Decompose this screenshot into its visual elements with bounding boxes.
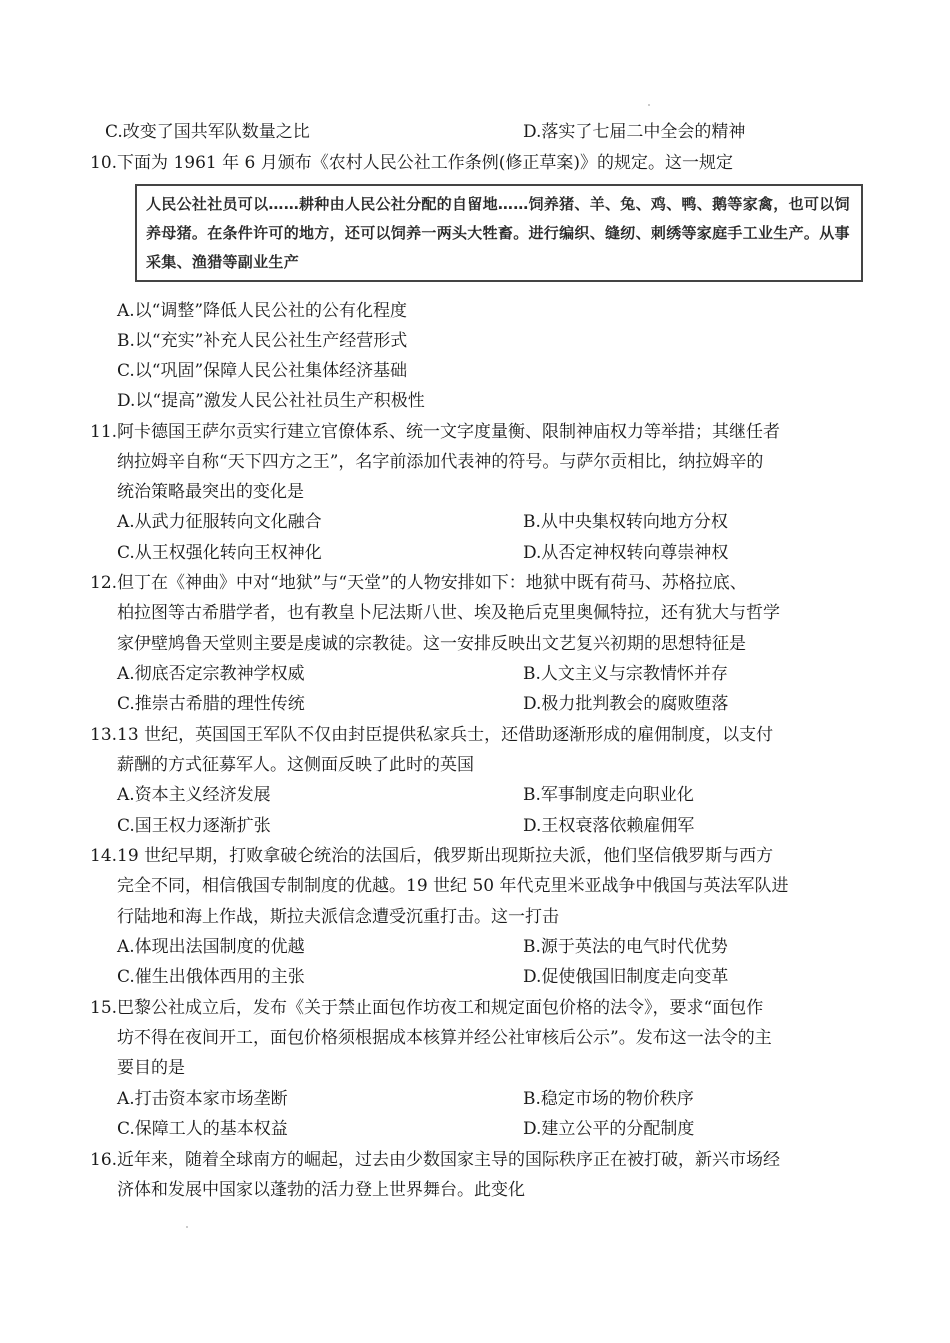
q9-option-d: D.落实了七届二中全会的精神: [523, 122, 746, 142]
q14-stem-line2: 完全不同，相信俄国专制制度的优越。19 世纪 50 年代克里米亚战争中俄国与英法军队进: [117, 876, 789, 896]
q14-stem-line1: 14.19 世纪早期，打败拿破仑统治的法国后，俄罗斯出现斯拉夫派，他们坚信俄罗斯与西方: [90, 846, 774, 866]
q13-option-c: C.国王权力逐渐扩张: [117, 816, 271, 836]
q12-option-c: C.推崇古希腊的理性传统: [117, 694, 305, 714]
q11-stem-line2: 纳拉姆辛自称“天下四方之王”，名字前添加代表神的符号。与萨尔贡相比，纳拉姆辛的: [117, 452, 764, 472]
q12-stem-line1: 12.但丁在《神曲》中对“地狱”与“天堂”的人物安排如下：地狱中既有荷马、苏格拉底、: [90, 573, 747, 593]
q15-stem-line2: 坊不得在夜间开工，面包价格须根据成本核算并经公社审核后公示”。发布这一法令的主: [117, 1028, 772, 1048]
q13-option-b: B.军事制度走向职业化: [523, 785, 694, 805]
q13-option-a: A.资本主义经济发展: [117, 785, 271, 805]
q11-stem-line1: 11.阿卡德国王萨尔贡实行建立官僚体系、统一文字度量衡、限制神庙权力等举措；其继任者: [90, 422, 781, 442]
q10-option-a: A.以“调整”降低人民公社的公有化程度: [117, 301, 408, 321]
q16-stem-line1: 16.近年来，随着全球南方的崛起，过去由少数国家主导的国际秩序正在被打破，新兴市场经: [90, 1150, 781, 1170]
q15-option-b: B.稳定市场的物价秩序: [523, 1089, 694, 1109]
q16-stem-line2: 济体和发展中国家以蓬勃的活力登上世界舞台。此变化: [117, 1180, 525, 1200]
q14-option-c: C.催生出俄体西用的主张: [117, 967, 305, 987]
q10-stem: 10.下面为 1961 年 6 月颁布《农村人民公社工作条例(修正草案)》的规定。这一规定: [90, 153, 733, 173]
q12-stem-line2: 柏拉图等古希腊学者，也有教皇卜尼法斯八世、埃及艳后克里奥佩特拉，还有犹大与哲学: [117, 603, 780, 623]
q14-option-b: B.源于英法的电气时代优势: [523, 937, 728, 957]
q15-option-c: C.保障工人的基本权益: [117, 1119, 288, 1139]
q14-option-a: A.体现出法国制度的优越: [117, 937, 305, 957]
q10-option-b: B.以“充实”补充人民公社生产经营形式: [117, 331, 408, 351]
q11-option-c: C.从王权强化转向王权神化: [117, 543, 322, 563]
scan-speck: [186, 1226, 188, 1228]
scan-speck: [648, 104, 650, 106]
q15-stem-line1: 15.巴黎公社成立后，发布《关于禁止面包作坊夜工和规定面包价格的法令》，要求“面包作: [90, 998, 764, 1018]
q9-option-c: C.改变了国共军队数量之比: [105, 122, 310, 142]
q14-stem-line3: 行陆地和海上作战，斯拉夫派信念遭受沉重打击。这一打击: [117, 907, 559, 927]
q10-option-c: C.以“巩固”保障人民公社集体经济基础: [117, 361, 408, 381]
q11-option-d: D.从否定神权转向尊崇神权: [523, 543, 729, 563]
q11-stem-line3: 统治策略最突出的变化是: [117, 482, 304, 502]
q11-option-a: A.从武力征服转向文化融合: [117, 512, 322, 532]
q12-option-b: B.人文主义与宗教情怀并存: [523, 664, 728, 684]
q13-stem-line2: 薪酬的方式征募军人。这侧面反映了此时的英国: [117, 755, 474, 775]
q12-option-a: A.彻底否定宗教神学权威: [117, 664, 305, 684]
q13-option-d: D.王权衰落依赖雇佣军: [523, 816, 695, 836]
q15-option-a: A.打击资本家市场垄断: [117, 1089, 288, 1109]
q11-option-b: B.从中央集权转向地方分权: [523, 512, 728, 532]
q14-option-d: D.促使俄国旧制度走向变革: [523, 967, 729, 987]
q15-stem-line3: 要目的是: [117, 1058, 185, 1078]
q12-option-d: D.极力批判教会的腐败堕落: [523, 694, 729, 714]
q10-option-d: D.以“提高”激发人民公社社员生产积极性: [117, 391, 425, 411]
q12-stem-line3: 家伊壁鸠鲁天堂则主要是虔诚的宗教徒。这一安排反映出文艺复兴初期的思想特征是: [117, 634, 746, 654]
q10-quote-box: 人民公社社员可以……耕种由人民公社分配的自留地……饲养猪、羊、兔、鸡、鸭、鹅等家禽，也可以饲养母猪。在条件许可的地方，还可以饲养一两头大牲畜。进行编织、缝纫、刺绣等家庭手工业生产。从事采集、渔猎等副业生产: [135, 184, 863, 282]
q13-stem-line1: 13.13 世纪，英国国王军队不仅由封臣提供私家兵士，还借助逐渐形成的雇佣制度，以支付: [90, 725, 774, 745]
q15-option-d: D.建立公平的分配制度: [523, 1119, 695, 1139]
